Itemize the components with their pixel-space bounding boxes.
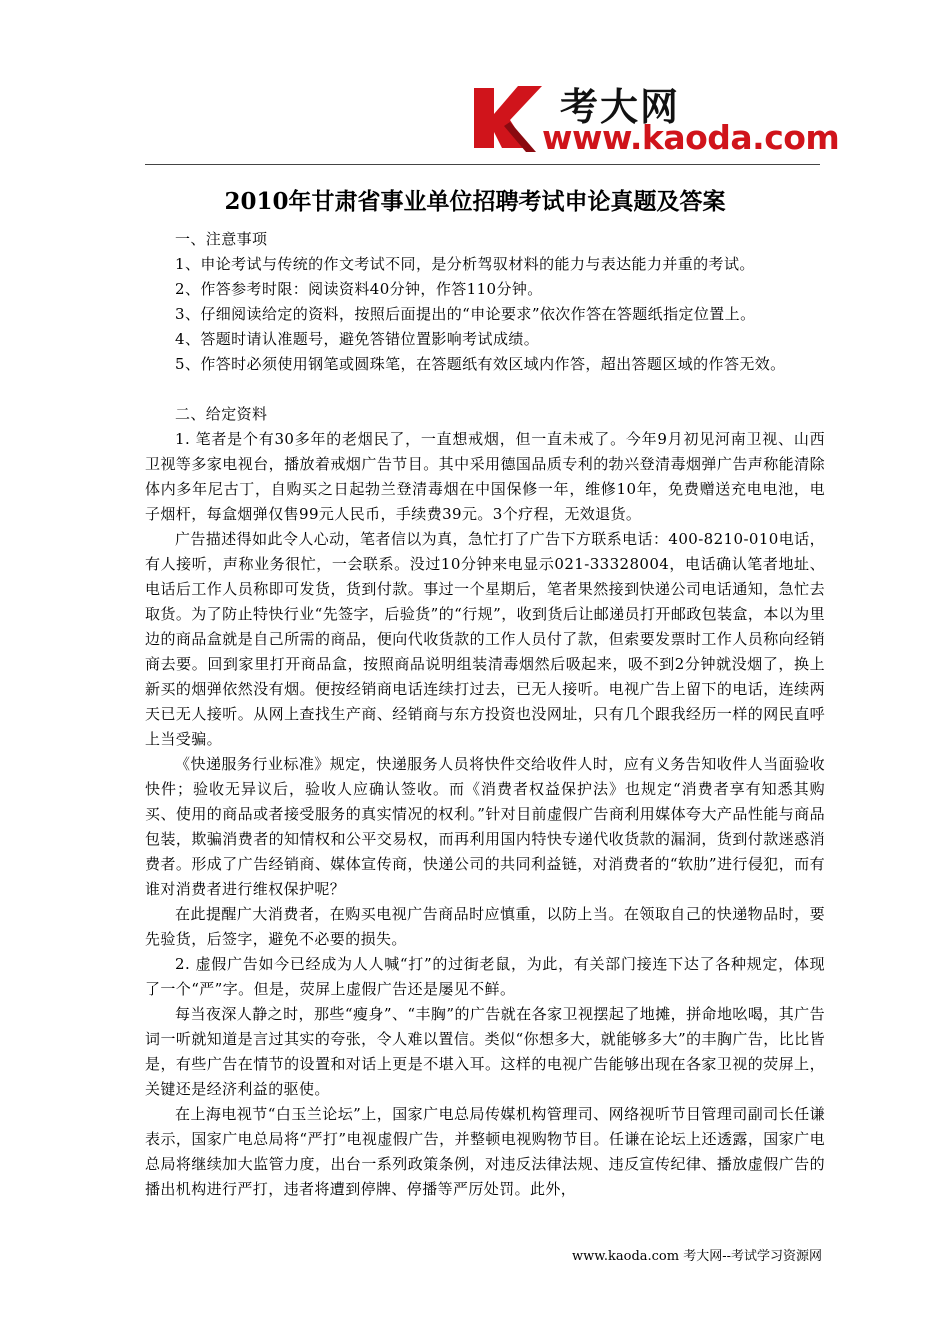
notice-item: 4、答题时请认准题号，避免答错位置影响考试成绩。: [175, 330, 540, 348]
kaoda-logo: [470, 78, 840, 158]
notice-item: 1、申论考试与传统的作文考试不同，是分析驾驭材料的能力与表达能力并重的考试。: [175, 255, 755, 273]
logo-url-text: www.kaoda.com: [542, 118, 840, 157]
body-paragraph: 每当夜深人静之时，那些“瘦身”、“丰胸”的广告就在各家卫视摆起了地摊，拼命地吆喝，其广告词一听就知道是言过其实的夸张，令人难以置信。类似“你想多大，就能够多大”的丰胸广告，比比皆是，有些广告在情节的设置和对话上更是不堪入耳。这样的电视广告能够出现在各家卫视的荧屏上，关键还是经济利益的驱使。: [145, 1005, 825, 1098]
logo-k-icon: [470, 78, 550, 158]
header-divider: [145, 164, 820, 165]
page-footer: www.kaoda.com 考大网--考试学习资源网: [572, 1249, 822, 1264]
body-paragraph: 在此提醒广大消费者，在购买电视广告商品时应慎重，以防上当。在领取自己的快递物品时，要先验货，后签字，避免不必要的损失。: [145, 905, 825, 948]
document-body: [145, 227, 825, 1202]
body-paragraph: 《快递服务行业标准》规定，快递服务人员将快件交给收件人时，应有义务告知收件人当面验收快件；验收无异议后，验收人应确认签收。而《消费者权益保护法》也规定“消费者享有知悉其购买、使用的商品或者接受服务的真实情况的权利。”针对目前虚假广告商利用媒体夸大产品性能与商品包装，欺骗消费者的知情权和公平交易权，而再利用国内特快专递代收货款的漏洞，货到付款迷惑消费者。形成了广告经销商、媒体宣传商，快递公司的共同利益链，对消费者的“软肋”进行侵犯，而有谁对消费者进行维权保护呢？: [145, 755, 825, 898]
body-paragraph: 2. 虚假广告如今已经成为人人喊“打”的过街老鼠，为此，有关部门接连下达了各种规定，体现了一个“严”字。但是，荧屏上虚假广告还是屡见不鲜。: [145, 955, 825, 998]
body-paragraph: 在上海电视节“白玉兰论坛”上，国家广电总局传媒机构管理司、网络视听节目管理司副司长任谦表示，国家广电总局将“严打”电视虚假广告，并整顿电视购物节目。任谦在论坛上还透露，国家广电总局将继续加大监管力度，出台一系列政策条例，对违反法律法规、违反宣传纪律、播放虚假广告的播出机构进行严打，违者将遭到停牌、停播等严厉处罚。此外，: [145, 1105, 825, 1198]
body-paragraph: 广告描述得如此令人心动，笔者信以为真，急忙打了广告下方联系电话：400-8210-010电话，有人接听，声称业务很忙，一会联系。没过10分钟来电显示021-33328004，电话确认笔者地址、电话后工作人员称即可发货，货到付款。事过一个星期后，笔者果然接到快递公司电话通知，急忙去取货。为了防止特快行业“先签字，后验货”的“行规”，收到货后让邮递员打开邮政包装盒，本以为里边的商品盒就是自己所需的商品，便向代收货款的工作人员付了款，但索要发票时工作人员称向经销商去要。回到家里打开商品盒，按照商品说明组装清毒烟然后吸起来，吸不到2分钟就没烟了，换上新买的烟弹依然没有烟。便按经销商电话连续打过去，已无人接听。电视广告上留下的电话，连续两天已无人接听。从网上查找生产商、经销商与东方投资也没网址，只有几个跟我经历一样的网民直呼上当受骗。: [145, 530, 825, 748]
notice-item: 2、作答参考时限：阅读资料40分钟，作答110分钟。: [175, 280, 543, 298]
section-heading: 一、注意事项: [175, 230, 268, 248]
document-title: 2010年甘肃省事业单位招聘考试申论真题及答案: [224, 188, 726, 215]
notice-item: 3、仔细阅读给定的资料，按照后面提出的“申论要求”依次作答在答题纸指定位置上。: [175, 305, 756, 323]
logo-text-cn: 考大网: [560, 85, 681, 129]
notice-item: 5、作答时必须使用钢笔或圆珠笔，在答题纸有效区域内作答，超出答题区域的作答无效。: [175, 355, 786, 373]
section-heading: 二、给定资料: [175, 405, 268, 423]
body-paragraph: 1. 笔者是个有30多年的老烟民了，一直想戒烟，但一直未戒了。今年9月初见河南卫视、山西卫视等多家电视台，播放着戒烟广告节目。其中采用德国品质专利的勃兴登清毒烟弹广告声称能清除体内多年尼古丁，自购买之日起勃兰登清毒烟在中国保修一年，维修10年，免费赠送充电电池，电子烟杆，每盒烟弹仅售99元人民币，手续费39元。3个疗程，无效退货。: [145, 430, 825, 523]
